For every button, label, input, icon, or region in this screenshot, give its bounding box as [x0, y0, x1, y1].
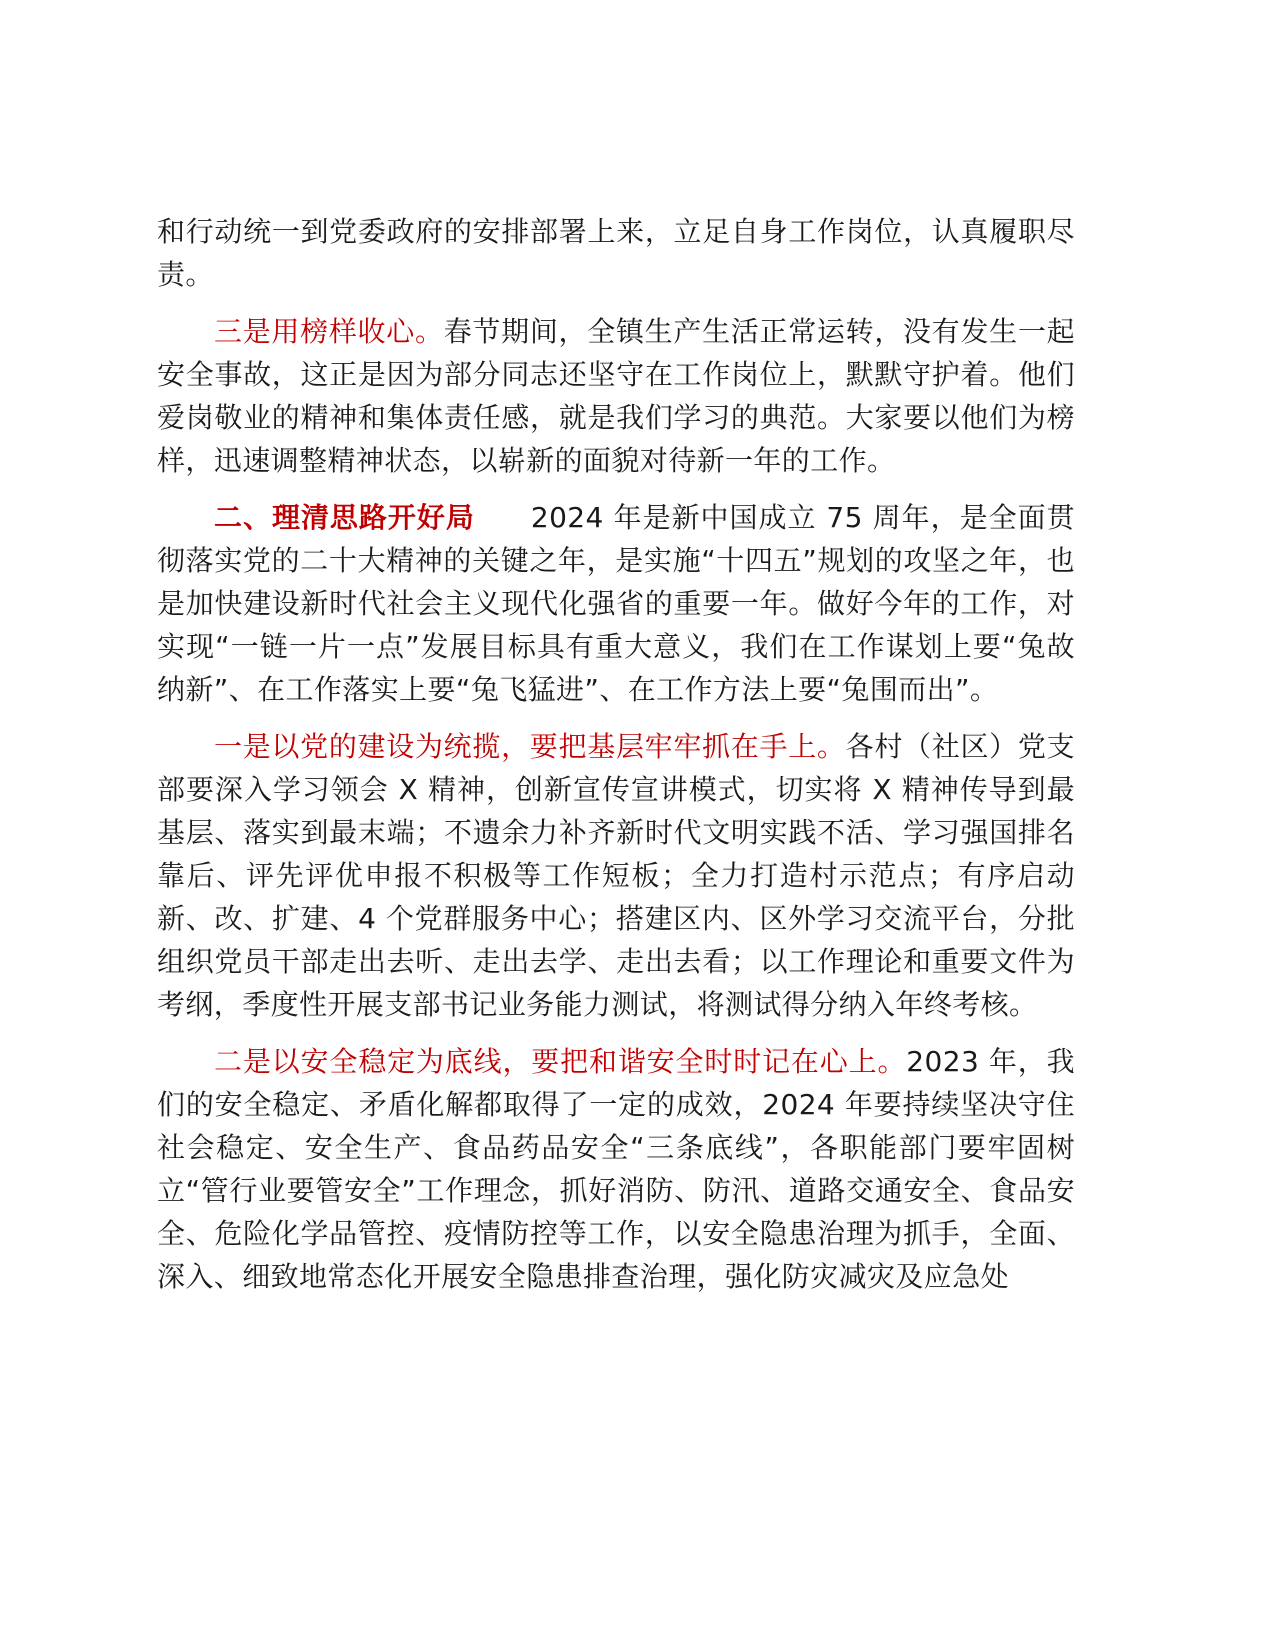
- paragraph-continuation: [157, 210, 1075, 296]
- paragraph-party-building: [157, 725, 1075, 1026]
- paragraph-text: 各村（社区）党支部要深入学习领会 X 精神，创新宣传宣讲模式，切实将 X 精神传导到最基层、落实到最末端；不遗余力补齐新时代文明实践不活、学习强国排名靠后、评先评优申报不积极等工作短板；全力打造村示范点；有序启动新、改、扩建、4 个党群服务中心；搭建区内、区外学习交流平台，分批组织党员干部走出去听、走出去学、走出去看；以工作理论和重要文件为考纲，季度性开展支部书记业务能力测试，将测试得分纳入年终考核。: [157, 730, 1075, 1021]
- paragraph-text: 春节期间，全镇生产生活正常运转，没有发生一起安全事故，这正是因为部分同志还坚守在工作岗位上，默默守护着。他们爱岗敬业的精神和集体责任感，就是我们学习的典范。大家要以他们为榜样，迅速调整精神状态，以崭新的面貌对待新一年的工作。: [157, 315, 1075, 477]
- paragraph-heading: 二是以安全稳定为底线，要把和谐安全时时记在心上。: [214, 1045, 907, 1078]
- paragraph-heading: 一是以党的建设为统揽，要把基层牢牢抓在手上。: [214, 730, 846, 763]
- paragraph-text: 2024 年是新中国成立 75 周年，是全面贯彻落实党的二十大精神的关键之年，是实施“十四五”规划的攻坚之年，也是加快建设新时代社会主义现代化强省的重要一年。做好今年的工作，对实现“一链一片一点”发展目标具有重大意义，我们在工作谋划上要“兔故纳新”、在工作落实上要“兔飞猛进”、在工作方法上要“兔围而出”。: [157, 501, 1075, 706]
- section-heading: 二、理清思路开好局: [214, 501, 475, 534]
- paragraph-text: 和行动统一到党委政府的安排部署上来，立足自身工作岗位，认真履职尽责。: [157, 215, 1075, 291]
- paragraph-heading: 三是用榜样收心。: [214, 315, 444, 348]
- paragraph-role-models: [157, 310, 1075, 482]
- paragraph-safety-stability: [157, 1040, 1075, 1298]
- paragraph-section-two: [157, 496, 1075, 711]
- paragraph-text: 2023 年，我们的安全稳定、矛盾化解都取得了一定的成效，2024 年要持续坚决守住社会稳定、安全生产、食品药品安全“三条底线”，各职能部门要牢固树立“管行业要管安全”工作理念，抓好消防、防汛、道路交通安全、食品安全、危险化学品管控、疫情防控等工作，以安全隐患治理为抓手，全面、深入、细致地常态化开展安全隐患排查治理，强化防灾减灾及应急处: [157, 1045, 1075, 1293]
- document-body: [157, 210, 1075, 1312]
